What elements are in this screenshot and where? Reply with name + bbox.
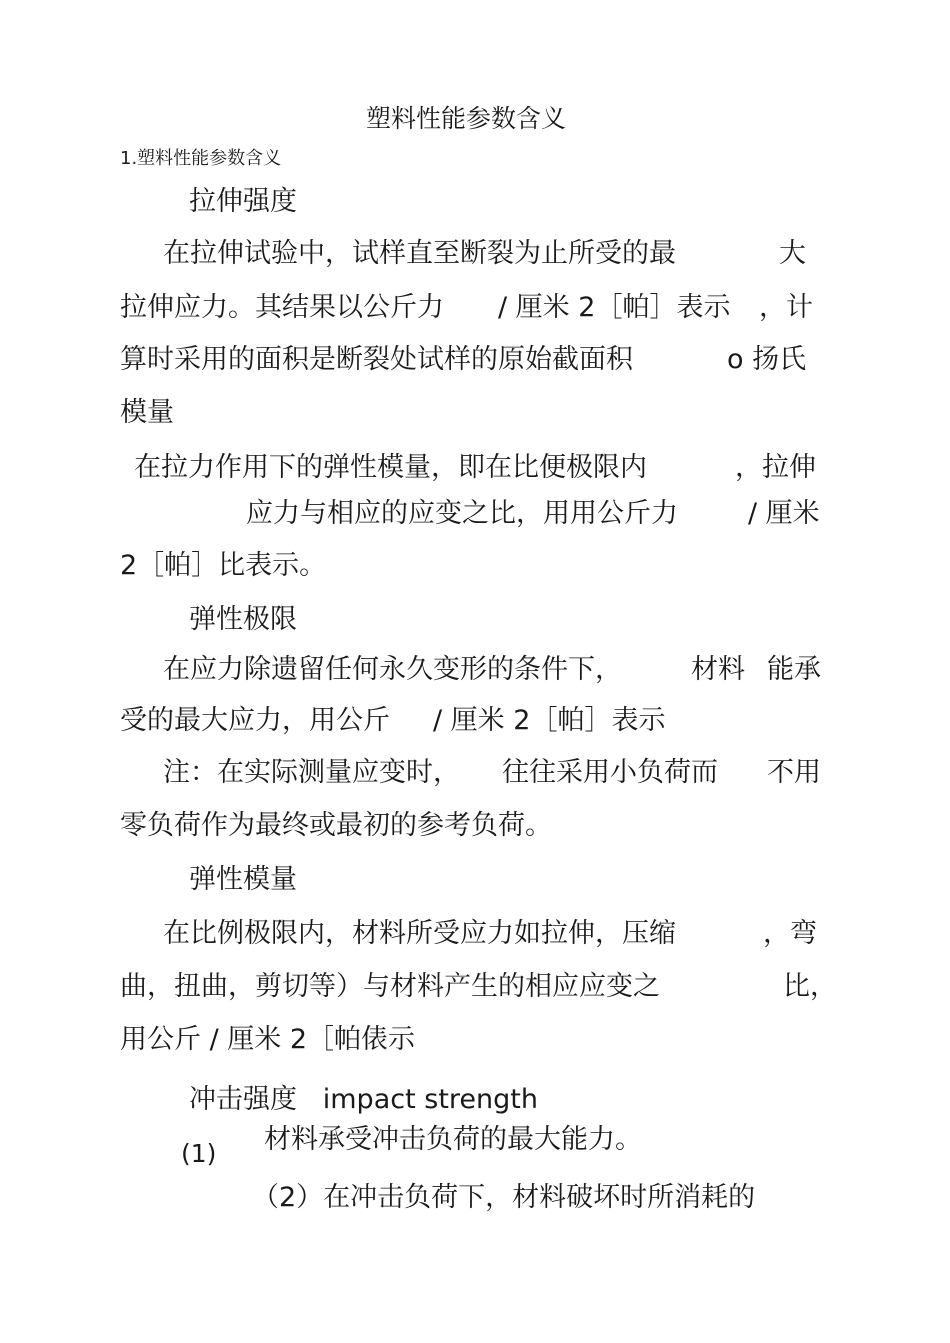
paragraph-line: / 厘米 2［帕］表示	[498, 292, 731, 323]
paragraph-line: 材料	[691, 654, 745, 685]
note-line: 不用	[767, 757, 821, 788]
paragraph-line: 曲，扭曲，剪切等）与材料产生的相应应变之	[120, 971, 660, 1002]
paragraph-line: 应力与相应的应变之比，用用公斤力	[246, 498, 678, 529]
paragraph-line: 能承	[767, 654, 821, 685]
paragraph-line: 算时采用的面积是断裂处试样的原始截面积	[120, 344, 633, 375]
paragraph-line: 在拉力作用下的弹性模量，即在比便极限内	[134, 452, 647, 483]
paragraph-line: 在应力除遗留任何永久变形的条件下，	[163, 654, 622, 685]
page-title: 塑料性能参数含义	[366, 104, 567, 133]
heading-impact-strength: 冲击强度 impact strength	[189, 1084, 538, 1115]
paragraph-line: 在拉伸试验中，试样直至断裂为止所受的最	[163, 238, 676, 269]
paragraph-line: 模量	[120, 397, 174, 428]
paragraph-line: 比，	[783, 971, 837, 1002]
paragraph-line: 受的最大应力，用公斤	[120, 705, 390, 736]
section-label: 1.塑料性能参数含义	[120, 148, 282, 169]
list-item-number: (1)	[181, 1139, 217, 1168]
paragraph-line: 大	[779, 238, 806, 269]
heading-elastic-limit: 弹性极限	[189, 604, 297, 635]
paragraph-line: ，拉伸	[735, 452, 816, 483]
paragraph-line: o 扬氏	[727, 344, 807, 375]
note-line: 往往采用小负荷而	[502, 757, 718, 788]
paragraph-line: 拉伸应力。其结果以公斤力	[120, 292, 444, 323]
paragraph-line: 2［帕］比表示。	[120, 550, 327, 581]
paragraph-line: 用公斤 / 厘米 2［帕俵示	[120, 1024, 416, 1055]
heading-elastic-modulus: 弹性模量	[189, 864, 297, 895]
paragraph-line: ，弯	[763, 918, 817, 949]
note-line: 零负荷作为最终或最初的参考负荷。	[120, 810, 552, 841]
heading-tensile-strength: 拉伸强度	[189, 186, 297, 217]
paragraph-line: 在比例极限内，材料所受应力如拉伸，压缩	[163, 918, 676, 949]
paragraph-line: / 厘米 2［帕］表示	[433, 705, 666, 736]
list-item: （2）在冲击负荷下，材料破坏时所消耗的	[252, 1182, 756, 1213]
paragraph-line: ，计	[759, 292, 813, 323]
list-item: 材料承受冲击负荷的最大能力。	[264, 1124, 642, 1155]
note-line: 注：在实际测量应变时，	[163, 757, 460, 788]
paragraph-line: / 厘米	[748, 498, 820, 529]
